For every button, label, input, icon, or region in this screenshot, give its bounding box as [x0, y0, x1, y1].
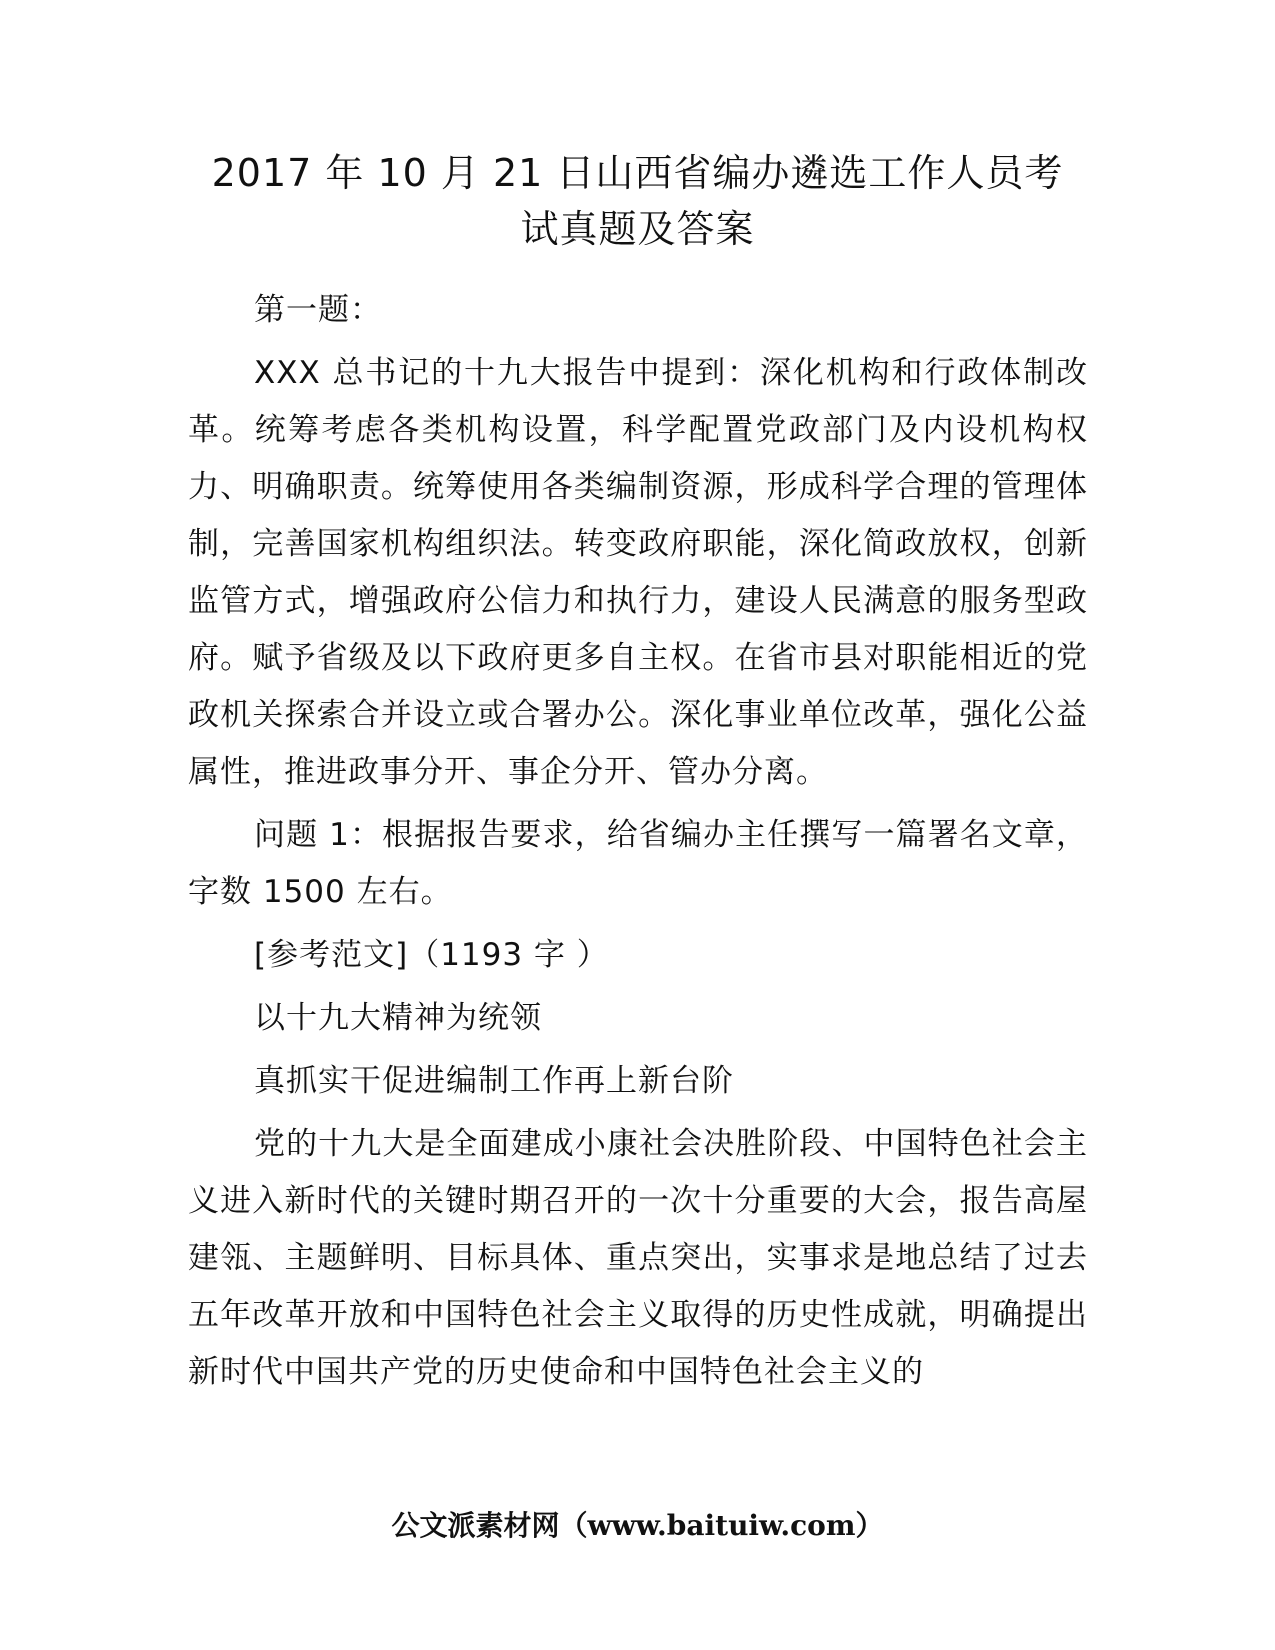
essay-body-paragraph: 党的十九大是全面建成小康社会决胜阶段、中国特色社会主义进入新时代的关键时期召开的一次十分重要的大会，报告高屋建瓴、主题鲜明、目标具体、重点突出，实事求是地总结了过去五年改革开放和中国特色社会主义取得的历史性成就，明确提出新时代中国共产党的历史使命和中国特色社会主义的: [188, 1126, 1088, 1390]
essay-title-line-2: 真抓实干促进编制工作再上新台阶: [254, 1063, 734, 1099]
title-line-1: 2017 年 10 月 21 日山西省编办遴选工作人员考: [211, 151, 1064, 195]
section-heading: 第一题：: [254, 292, 382, 328]
reference-essay-label: [参考范文]（1193 字 ）: [254, 937, 609, 973]
question-material-paragraph: XXX 总书记的十九大报告中提到：深化机构和行政体制改革。统筹考虑各类机构设置，科学配置党政部门及内设机构权力、明确职责。统筹使用各类编制资源，形成科学合理的管理体制，完善国家机构组织法。转变政府职能，深化简政放权，创新监管方式，增强政府公信力和执行力，建设人民满意的服务型政府。赋予省级及以下政府更多自主权。在省市县对职能相近的党政机关探索合并设立或合署办公。深化事业单位改革，强化公益属性，推进政事分开、事企分开、管办分离。: [188, 355, 1088, 790]
title-line-2: 试真题及答案: [520, 207, 755, 251]
essay-title-line-1: 以十九大精神为统领: [254, 1000, 542, 1036]
document-body: [188, 282, 1088, 1407]
question-1-paragraph: 问题 1：根据报告要求，给省编办主任撰写一篇署名文章，字数 1500 左右。: [188, 817, 1088, 910]
footer-watermark: 公文派素材网（www.baituiw.com）: [391, 1509, 884, 1542]
document-title: [170, 145, 1105, 257]
